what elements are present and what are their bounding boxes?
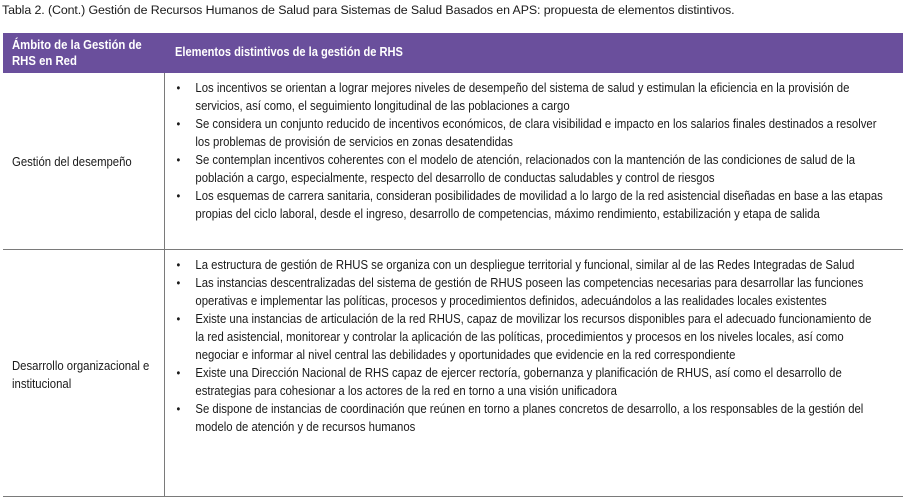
list-item: • La estructura de gestión de RHUS se organiza con un despliegue territorial y funcional, similar al de las Redes Integradas de Salud xyxy=(176,258,855,272)
table-caption: Tabla 2. (Cont.) Gestión de Recursos Humanos de Salud para Sistemas de Salud Basados en APS: propuesta de elementos distintivos. xyxy=(2,3,735,17)
table-bottom-rule xyxy=(3,496,903,497)
list-item: • Las instancias descentralizadas del sistema de gestión de RHUS poseen las competencias necesarias para desarrollar las funciones operativas e implementar las políticas, procesos y procedimientos definidos, adecuándolos a las realidades locales existentes xyxy=(176,276,864,308)
list-item: • Se considera un conjunto reducido de incentivos económicos, de clara visibilidad e impacto en los salarios finales destinados a resolver los problemas de provisión de servicios en zonas desatendidas xyxy=(176,117,877,149)
list-desarrollo xyxy=(172,256,883,436)
bullet-icon: • xyxy=(176,276,181,290)
row-label-desarrollo: Desarrollo organizacional e institucional xyxy=(12,359,150,391)
list-item: • Existe una Dirección Nacional de RHS capaz de ejercer rectoría, gobernanza y planificación de RHUS, así como el desarrollo de estrategias para cohesionar a los actores de la red en torno a una visión unificadora xyxy=(176,366,842,398)
list-item: • Los esquemas de carrera sanitaria, consideran posibilidades de movilidad a lo largo de la red asistencial diseñadas en base a las etapas propias del ciclo laboral, desde el ingreso, desarrollo de competencias, máximo rendimiento, estabilización y etapa de salida xyxy=(176,189,883,221)
list-desempeno xyxy=(172,79,883,223)
bullet-icon: • xyxy=(176,117,181,131)
list-item: • Se dispone de instancias de coordinación que reúnen en torno a planes concretos de desarrollo, a los responsables de la gestión del modelo de atención y de recursos humanos xyxy=(176,402,864,434)
list-item: • Existe una instancias de articulación de la red RHUS, capaz de movilizar los recursos disponibles para el adecuado funcionamiento de la red asistencial, monitorear y controlar la aplicación de las políticas, procedimientos y procesos en los niveles locales, así como negociar e informar al nivel central las debilidades y oportunidades que evidencie en la red correspondiente xyxy=(176,312,872,362)
column-divider xyxy=(164,73,165,496)
list-item: • Los incentivos se orientan a lograr mejores niveles de desempeño del sistema de salud y estimulan la eficiencia en la provisión de servicios, así como, el seguimiento longitudinal de las poblaciones a cargo xyxy=(176,81,850,113)
bullet-icon: • xyxy=(176,189,181,203)
bullet-icon: • xyxy=(176,402,181,416)
row-divider xyxy=(3,249,903,250)
table-header xyxy=(3,33,903,73)
bullet-icon: • xyxy=(176,312,181,326)
list-item: • Se contemplan incentivos coherentes con el modelo de atención, relacionados con la mantención de las condiciones de salud de la población a cargo, especialmente, respecto del desarrollo de conductas saludables y control de riesgos xyxy=(176,153,856,185)
header-elements: Elementos distintivos de la gestión de RHS xyxy=(175,45,403,59)
bullet-icon: • xyxy=(176,153,181,167)
bullet-icon: • xyxy=(176,258,181,272)
header-scope: Ámbito de la Gestión de RHS en Red xyxy=(12,38,142,68)
bullet-icon: • xyxy=(176,81,181,95)
bullet-icon: • xyxy=(176,366,181,380)
row-label-desempeno: Gestión del desempeño xyxy=(12,155,132,169)
